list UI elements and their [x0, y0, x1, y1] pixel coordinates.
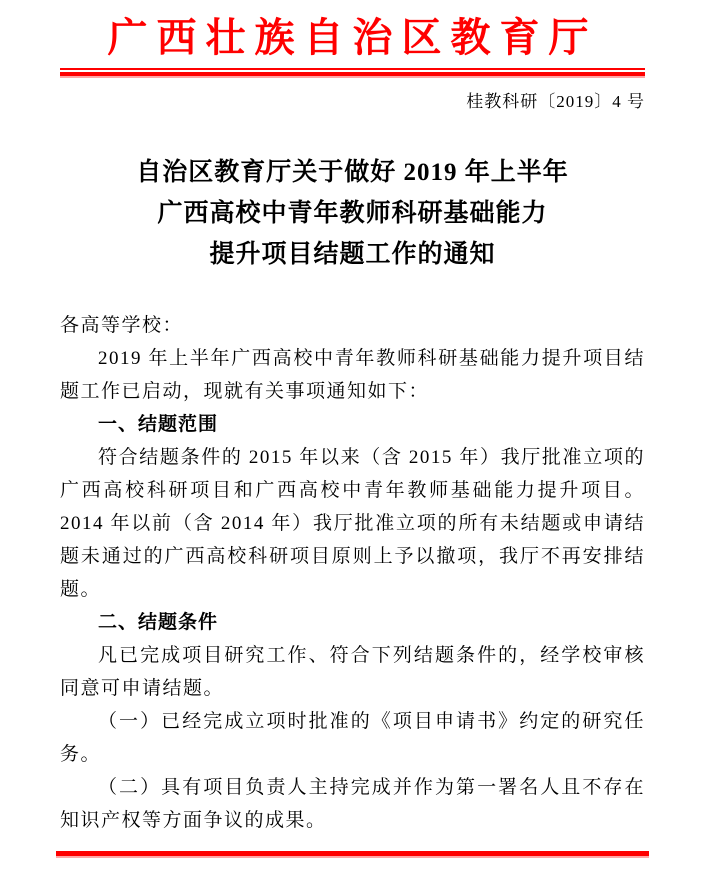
letterhead-agency-name: 广西壮族自治区教育厅 — [107, 15, 598, 60]
notice-body — [60, 309, 645, 837]
notice-title-line2: 广西高校中青年教师科研基础能力 — [157, 200, 548, 227]
section2-paragraph: 凡已完成项目研究工作、符合下列结题条件的，经学校审核同意可申请结题。 — [60, 645, 645, 699]
section2-heading: 二、结题条件 — [98, 612, 219, 633]
condition-item-1: （一）已经完成立项时批准的《项目申请书》约定的研究任务。 — [60, 711, 645, 765]
divider-shadow-line — [60, 76, 645, 78]
letterhead-divider — [60, 68, 645, 78]
footer-shadow-line — [56, 856, 649, 858]
document-number: 桂教科研〔2019〕4 号 — [466, 92, 645, 111]
notice-title-line1: 自治区教育厅关于做好 2019 年上半年 — [136, 159, 569, 186]
page-content — [0, 14, 705, 837]
section1-heading: 一、结题范围 — [98, 414, 219, 435]
footer-divider — [56, 851, 649, 858]
notice-title-line3: 提升项目结题工作的通知 — [209, 241, 496, 268]
condition-item-2: （二）具有项目负责人主持完成并作为第一署名人且不存在知识产权等方面争议的成果。 — [60, 777, 645, 831]
salutation: 各高等学校： — [60, 315, 184, 336]
section1-paragraph: 符合结题条件的 2015 年以来（含 2015 年）我厅批准立项的广西高校科研项目和广西高校中青年教师基础能力提升项目。2014 年以前（含 2014 年）我厅批准立项的所有未结题或申请结题未通过的广西高校科研项目原则上予以撤项，我厅不再安排结题。 — [60, 447, 645, 600]
intro-paragraph: 2019 年上半年广西高校中青年教师科研基础能力提升项目结题工作已启动，现就有关事项通知如下： — [60, 348, 645, 402]
notice-title — [60, 152, 645, 275]
